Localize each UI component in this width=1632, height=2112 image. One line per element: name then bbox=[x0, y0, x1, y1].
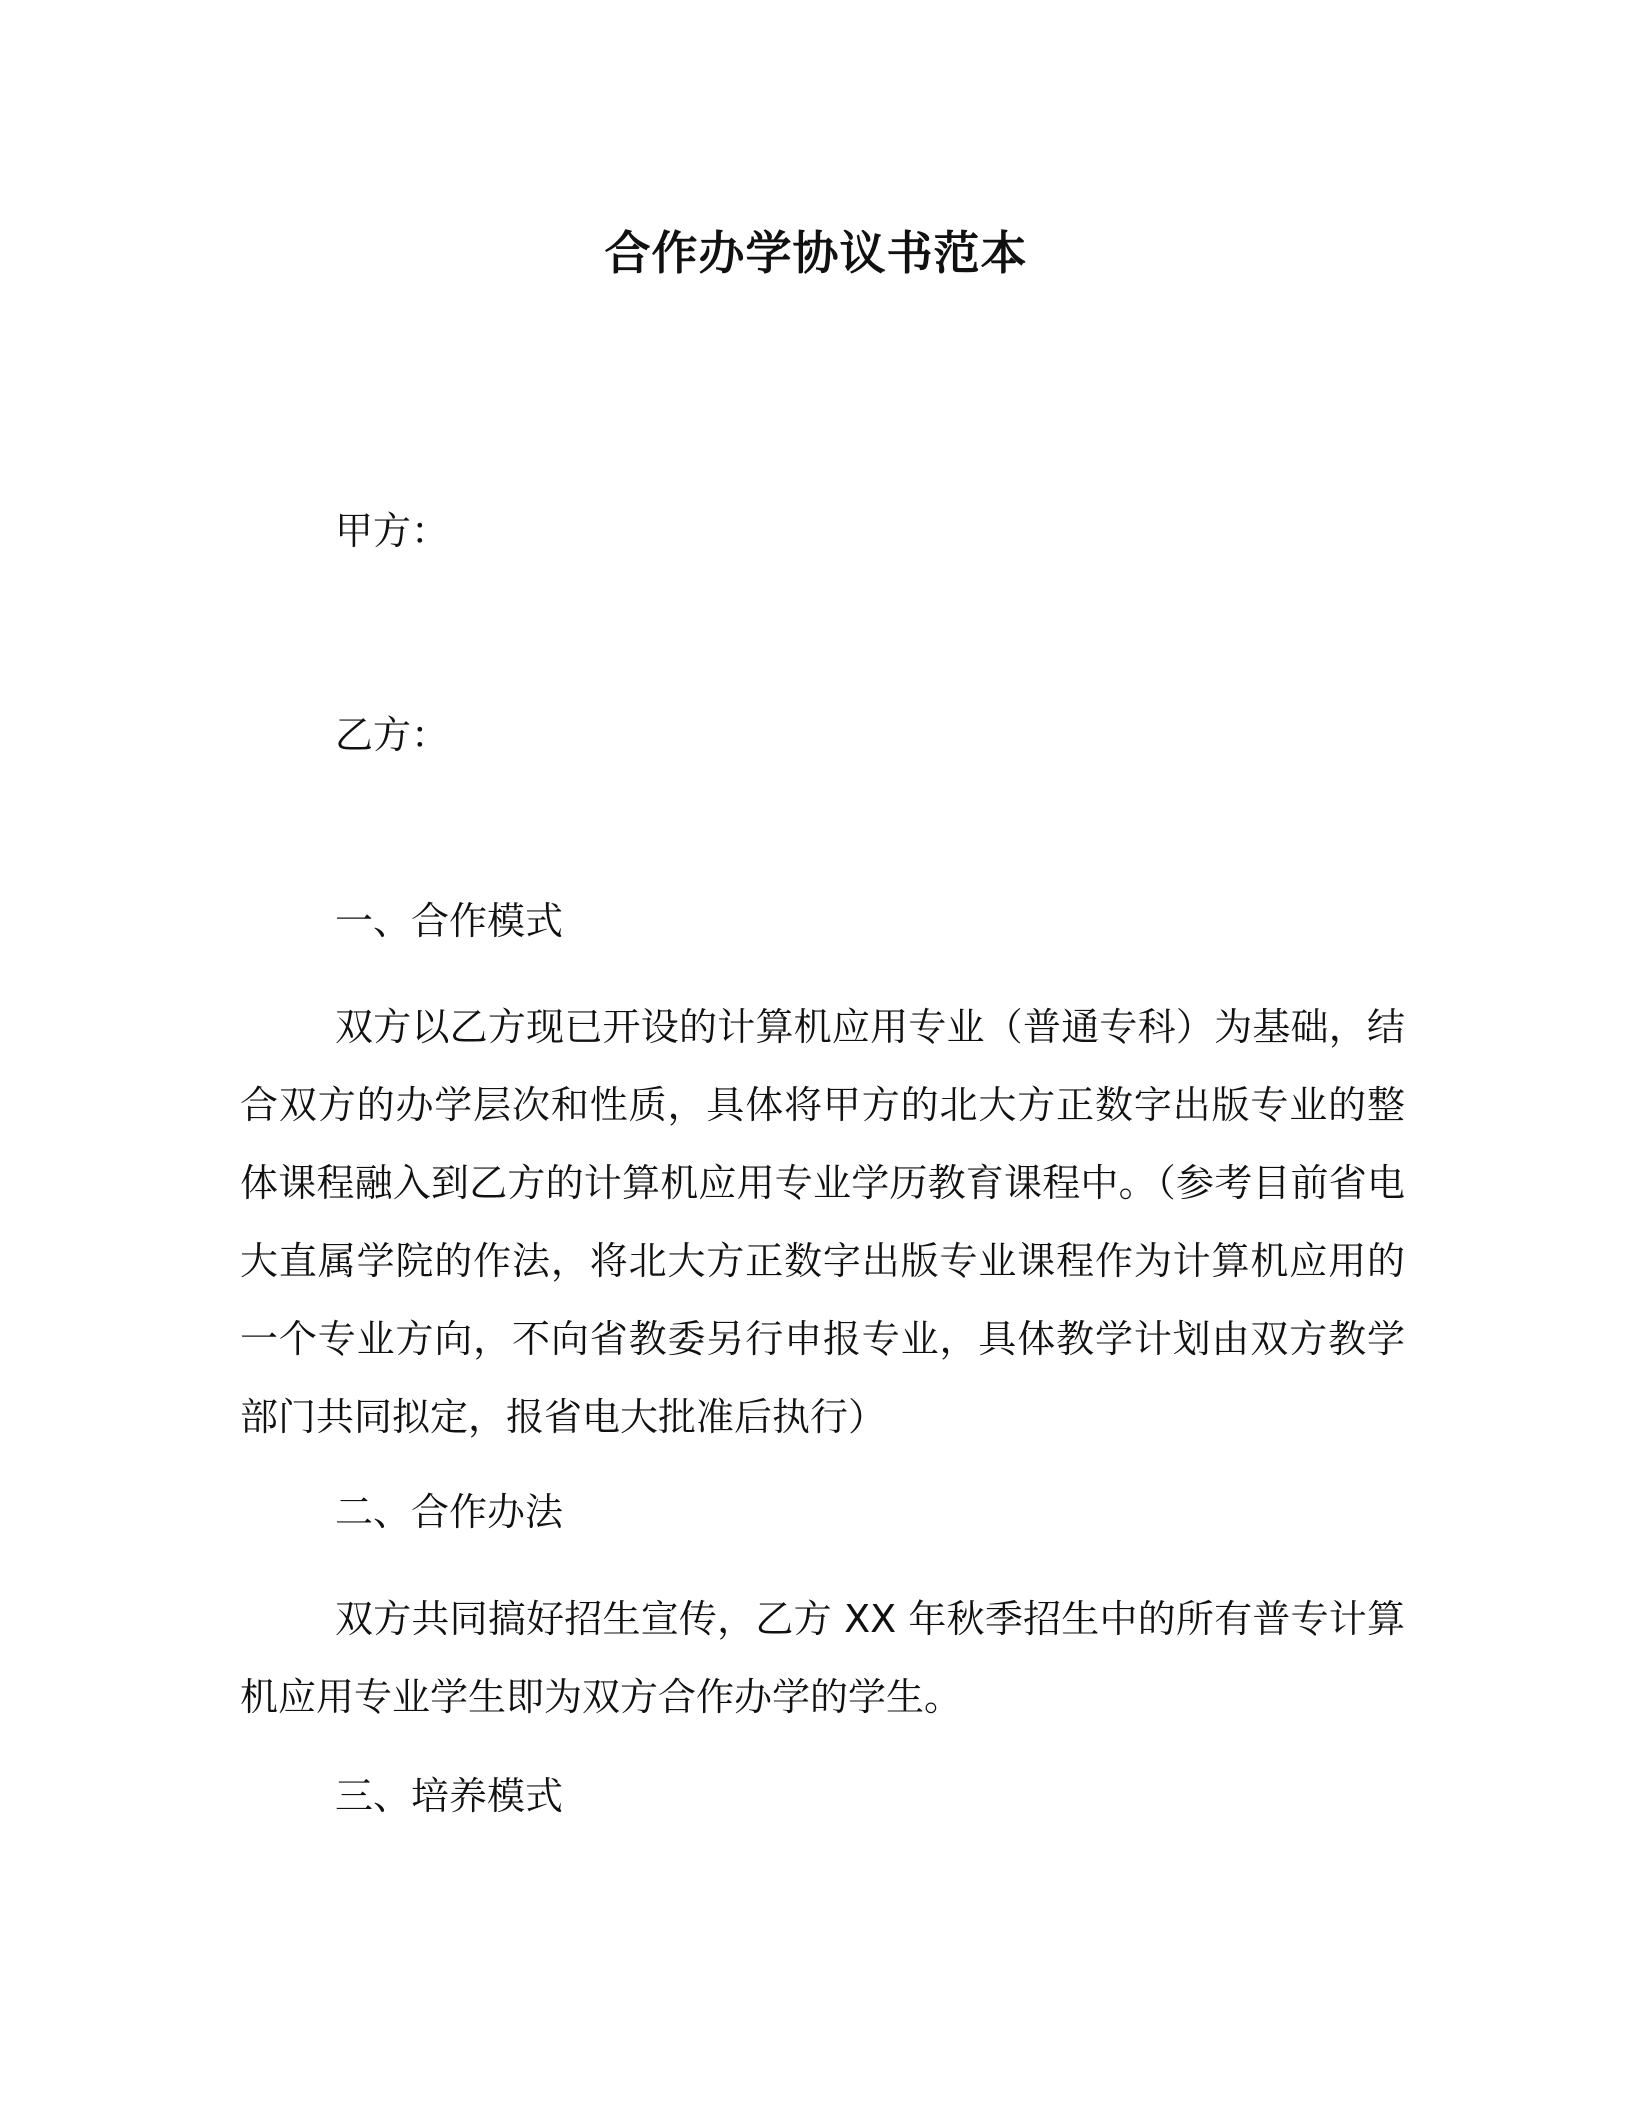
section-heading-cooperation-mode: 一、合作模式 bbox=[335, 899, 564, 943]
party-a-label: 甲方： bbox=[335, 509, 450, 553]
document-title: 合作办学协议书范本 bbox=[604, 226, 1028, 280]
section-paragraph-cooperation-method: 双方共同搞好招生宣传，乙方 XX 年秋季招生中的所有普专计算机应用专业学生即为双方合作办学的学生。 bbox=[240, 1597, 1405, 1719]
section-heading-training-mode: 三、培养模式 bbox=[335, 1774, 564, 1818]
section-heading-cooperation-method: 二、合作办法 bbox=[335, 1490, 564, 1534]
party-b-label: 乙方： bbox=[335, 713, 450, 757]
section-paragraph-cooperation-mode: 双方以乙方现已开设的计算机应用专业（普通专科）为基础，结合双方的办学层次和性质，具体将甲方的北大方正数字出版专业的整体课程融入到乙方的计算机应用专业学历教育课程中。（参考目前省电大直属学院的作法，将北大方正数字出版专业课程作为计算机应用的一个专业方向，不向省教委另行申报专业，具体教学计划由双方教学部门共同拟定，报省电大批准后执行） bbox=[240, 1005, 1405, 1439]
